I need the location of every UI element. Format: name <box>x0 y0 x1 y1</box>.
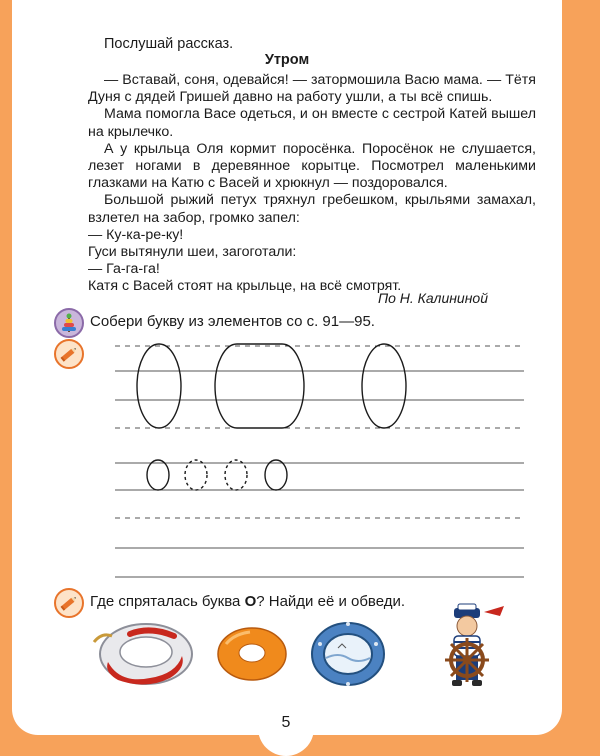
lifebuoy-picture <box>90 612 202 690</box>
task-instruction <box>90 593 405 610</box>
letter-element-oval <box>137 344 181 428</box>
story-paragraph: Катя с Васей стоят на крыльце, на всё смотрят. <box>88 278 402 295</box>
small-oval <box>265 460 287 490</box>
task-text: ? Найди её и обведи. <box>256 593 406 610</box>
story-paragraph: А у крыльца Оля кормит поросёнка. Поросёнок не слушается, лезет ногами в деревянное корытце. Посмотрел маленькими глазками на Катю с Васей и хрюкнул — поздоровался. <box>88 140 536 192</box>
small-oval <box>147 460 169 490</box>
story-paragraph: — Вставай, соня, одевайся! — затормошила Васю мама. — Тётя Дуня с дядей Гришей давно на работу ушли, а ты всё спишь. <box>88 72 536 106</box>
story-author: По Н. Калининой <box>377 290 488 306</box>
bagel-picture <box>212 622 292 686</box>
page-number-badge <box>258 700 314 756</box>
dashed-oval <box>225 460 247 490</box>
workbook-page <box>12 0 562 735</box>
intro-text: Послушай рассказ. <box>104 36 234 52</box>
story-paragraph: — Ку-ка-ре-ку! <box>88 226 184 243</box>
task-letter: О <box>244 593 257 610</box>
dashed-oval <box>185 460 207 490</box>
sailor-at-helm-picture <box>424 602 516 694</box>
story-title: Утром <box>264 52 310 68</box>
story-paragraph: Мама помогла Васе одеться, и он вместе с сестрой Катей вышел на крылечко. <box>88 106 536 140</box>
story-paragraph: — Га-га-га! <box>88 261 160 278</box>
story-paragraph: Гуси вытянули шеи, загоготали: <box>88 244 297 261</box>
letter-element-oval <box>362 344 406 428</box>
porthole-picture <box>308 618 388 688</box>
story-paragraph: Большой рыжий петух тряхнул гребешком, крыльями замахал, взлетел на забор, громко запел: <box>88 192 536 226</box>
letter-element-left-arc <box>215 344 237 428</box>
page-number: 5 <box>281 714 291 731</box>
letter-element-right-arc <box>282 344 304 428</box>
task-instruction: Собери букву из элементов со с. 91—95. <box>90 313 375 330</box>
task-text: Где спряталась буква <box>90 593 245 610</box>
pencil-icon <box>54 588 84 618</box>
